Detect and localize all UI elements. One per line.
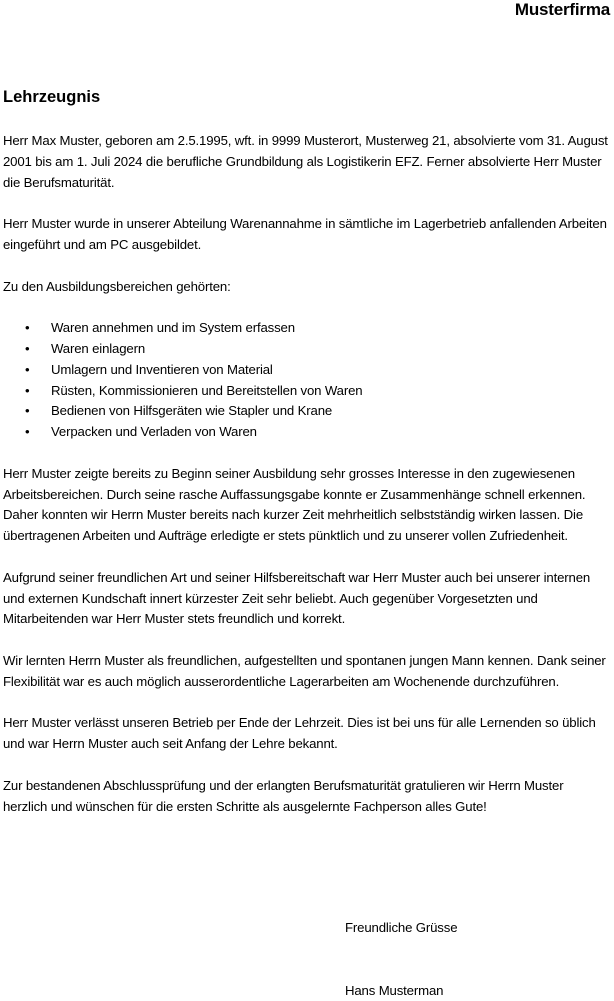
behavior-paragraph: Aufgrund seiner freundlichen Art und seiner Hilfsbereitschaft war Herr Muster auch bei unserer internen und externen Kundschaft innert kürzester Zeit sehr beliebt. Auch gegenüber Vorgesetzten und Mitarbeitenden war Herr Muster stets freundlich und korrekt. xyxy=(3,569,591,627)
department-paragraph: Herr Muster wurde in unserer Abteilung Warenannahme in sämtliche im Lagerbetrieb anfallenden Arbeiten eingeführt und am PC ausgebildet. xyxy=(3,216,607,252)
congratulation-paragraph: Zur bestandenen Abschlussprüfung und der erlangten Berufsmaturität gratulieren wir Herrn Muster herzlich und wünschen für die ersten Schritte als ausgelernte Fachperson alles Gute! xyxy=(3,777,564,814)
signer-name: Hans Musterman xyxy=(345,983,444,998)
bullet-icon: • xyxy=(25,320,30,336)
list-item xyxy=(3,381,609,402)
closing-greeting: Freundliche Grüsse xyxy=(345,920,458,935)
training-areas-heading: Zu den Ausbildungsbereichen gehörten: xyxy=(3,278,231,294)
bullet-icon: • xyxy=(25,361,30,377)
training-areas-list xyxy=(3,318,609,443)
list-item-text: Waren annehmen und im System erfassen xyxy=(51,320,295,336)
bullet-icon: • xyxy=(25,340,30,356)
list-item-text: Waren einlagern xyxy=(51,340,146,356)
departure-paragraph: Herr Muster verlässt unseren Betrieb per Ende der Lehrzeit. Dies ist bei uns für alle Lernenden so üblich und war Herrn Muster auch seit Anfang der Lehre bekannt. xyxy=(3,715,596,752)
list-item xyxy=(3,401,609,422)
document-title: Lehrzeugnis xyxy=(3,88,101,106)
list-item xyxy=(3,318,609,339)
bullet-icon: • xyxy=(25,424,30,440)
interest-paragraph: Herr Muster zeigte bereits zu Beginn seiner Ausbildung sehr grosses Interesse in den zugewiesenen Arbeitsbereichen. Durch seine rasche Auffassungsgabe konnte er Zusammenhänge schnell erkennen. Daher konnten wir Herrn Muster bereits nach kurzer Zeit mehrheitlich selbstständig wirken lassen. Die übertragenen Arbeiten und Aufträge erledigte er stets pünktlich und zu unserer vollen Zufriedenheit. xyxy=(3,465,586,544)
bullet-icon: • xyxy=(25,403,30,419)
list-item xyxy=(3,360,609,381)
company-name: Musterfirma xyxy=(514,0,610,19)
list-item-text: Rüsten, Kommissionieren und Bereitstellen von Waren xyxy=(51,382,363,398)
list-item xyxy=(3,339,609,360)
list-item xyxy=(3,422,609,443)
list-item-text: Verpacken und Verladen von Waren xyxy=(51,424,257,440)
list-item-text: Bedienen von Hilfsgeräten wie Stapler und Krane xyxy=(51,403,333,419)
document-body xyxy=(3,131,609,838)
character-paragraph: Wir lernten Herrn Muster als freundlichen, aufgestellten und spontanen jungen Mann kennen. Dank seiner Flexibilität war es auch möglich ausserordentliche Lagerarbeiten am Wochenende durchzuführen. xyxy=(3,652,606,689)
list-item-text: Umlagern und Inventieren von Material xyxy=(51,361,273,377)
bullet-icon: • xyxy=(25,382,30,398)
intro-paragraph: Herr Max Muster, geboren am 2.5.1995, wft. in 9999 Musterort, Musterweg 21, absolvierte vom 31. August 2001 bis am 1. Juli 2024 die berufliche Grundbildung als Logistikerin EFZ. Ferner absolvierte Herr Muster die Berufsmaturität. xyxy=(3,133,608,190)
